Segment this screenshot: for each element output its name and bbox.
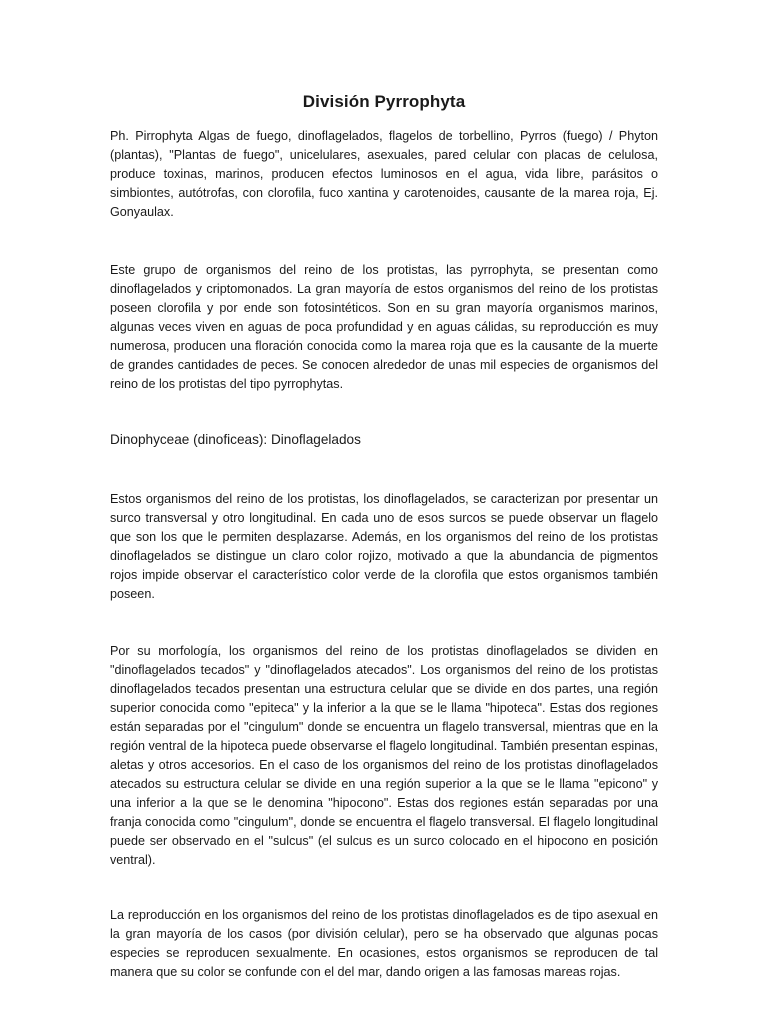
paragraph-2: Este grupo de organismos del reino de los protistas, las pyrrophyta, se presentan como dinoflagelados y criptomonados. La gran mayoría de estos organismos del reino de los protistas poseen clorofila y por ende son fotosintéticos. Son en su gran mayoría organismos marinos, algunas veces viven en aguas de poca profundidad y en aguas cálidas, su reproducción es muy numerosa, producen una floración conocida como la marea roja que es la causante de la muerte de grandes cantidades de peces. Se conocen alrededor de unas mil especies de organismos del reino de los protistas del tipo pyrrophytas.: [110, 263, 658, 391]
document-title: División Pyrrophyta: [302, 92, 466, 111]
paragraph-1: Ph. Pirrophyta Algas de fuego, dinoflagelados, flagelos de torbellino, Pyrros (fuego) / Phyton (plantas), "Plantas de fuego", unicelulares, asexuales, pared celular con placas de celulosa, produce toxinas, marinos, producen efectos luminosos en el agua, vida libre, parásitos o simbiontes, autótrofas, con clorofila, fuco xantina y carotenoides, causante de la marea roja, Ej. Gonyaulax.: [110, 129, 658, 219]
paragraph-5: La reproducción en los organismos del reino de los protistas dinoflagelados es de tipo asexual en la gran mayoría de los casos (por división celular), pero se ha observado que algunas pocas especies se reproducen sexualmente. En ocasiones, estos organismos se reproducen de tal manera que su color se confunde con el del mar, dando origen a las famosas mareas rojas.: [110, 908, 658, 979]
paragraph-3: Estos organismos del reino de los protistas, los dinoflagelados, se caracterizan por presentar un surco transversal y otro longitudinal. En cada uno de esos surcos se puede observar un flagelo que son los que le permiten desplazarse. Además, en los organismos del reino de los protistas dinoflagelados se distingue un claro color rojizo, motivado a que la abundancia de pigmentos rojos impide observar el característico color verde de la clorofila que estos organismos también poseen.: [110, 492, 658, 601]
section-subtitle: Dinophyceae (dinoficeas): Dinoflagelados: [110, 432, 361, 447]
paragraph-4: Por su morfología, los organismos del reino de los protistas dinoflagelados se dividen en "dinoflagelados tecados" y "dinoflagelados atecados". Los organismos del reino de los protistas dinoflagelados tecados presentan una estructura celular que se divide en dos partes, una región superior conocida como "epiteca" y la inferior a la que se le llama "hipoteca". Estas dos regiones están separadas por el "cingulum" donde se encuentra un flagelo transversal, mientras que en la región ventral de la hipoteca puede observarse el flagelo longitudinal. También presentan espinas, aletas y otros accesorios. En el caso de los organismos del reino de los protistas dinoflagelados atecados su estructura celular se divide en una región superior a la que se le llama "epicono" y una inferior a la que se le denomina "hipocono". Estas dos regiones están separadas por una franja conocida como "cingulum", donde se encuentra el flagelo transversal. El flagelo longitudinal puede ser observado en el "sulcus" (el sulcus es un surco colocado en el hipocono en posición ventral).: [110, 644, 658, 867]
